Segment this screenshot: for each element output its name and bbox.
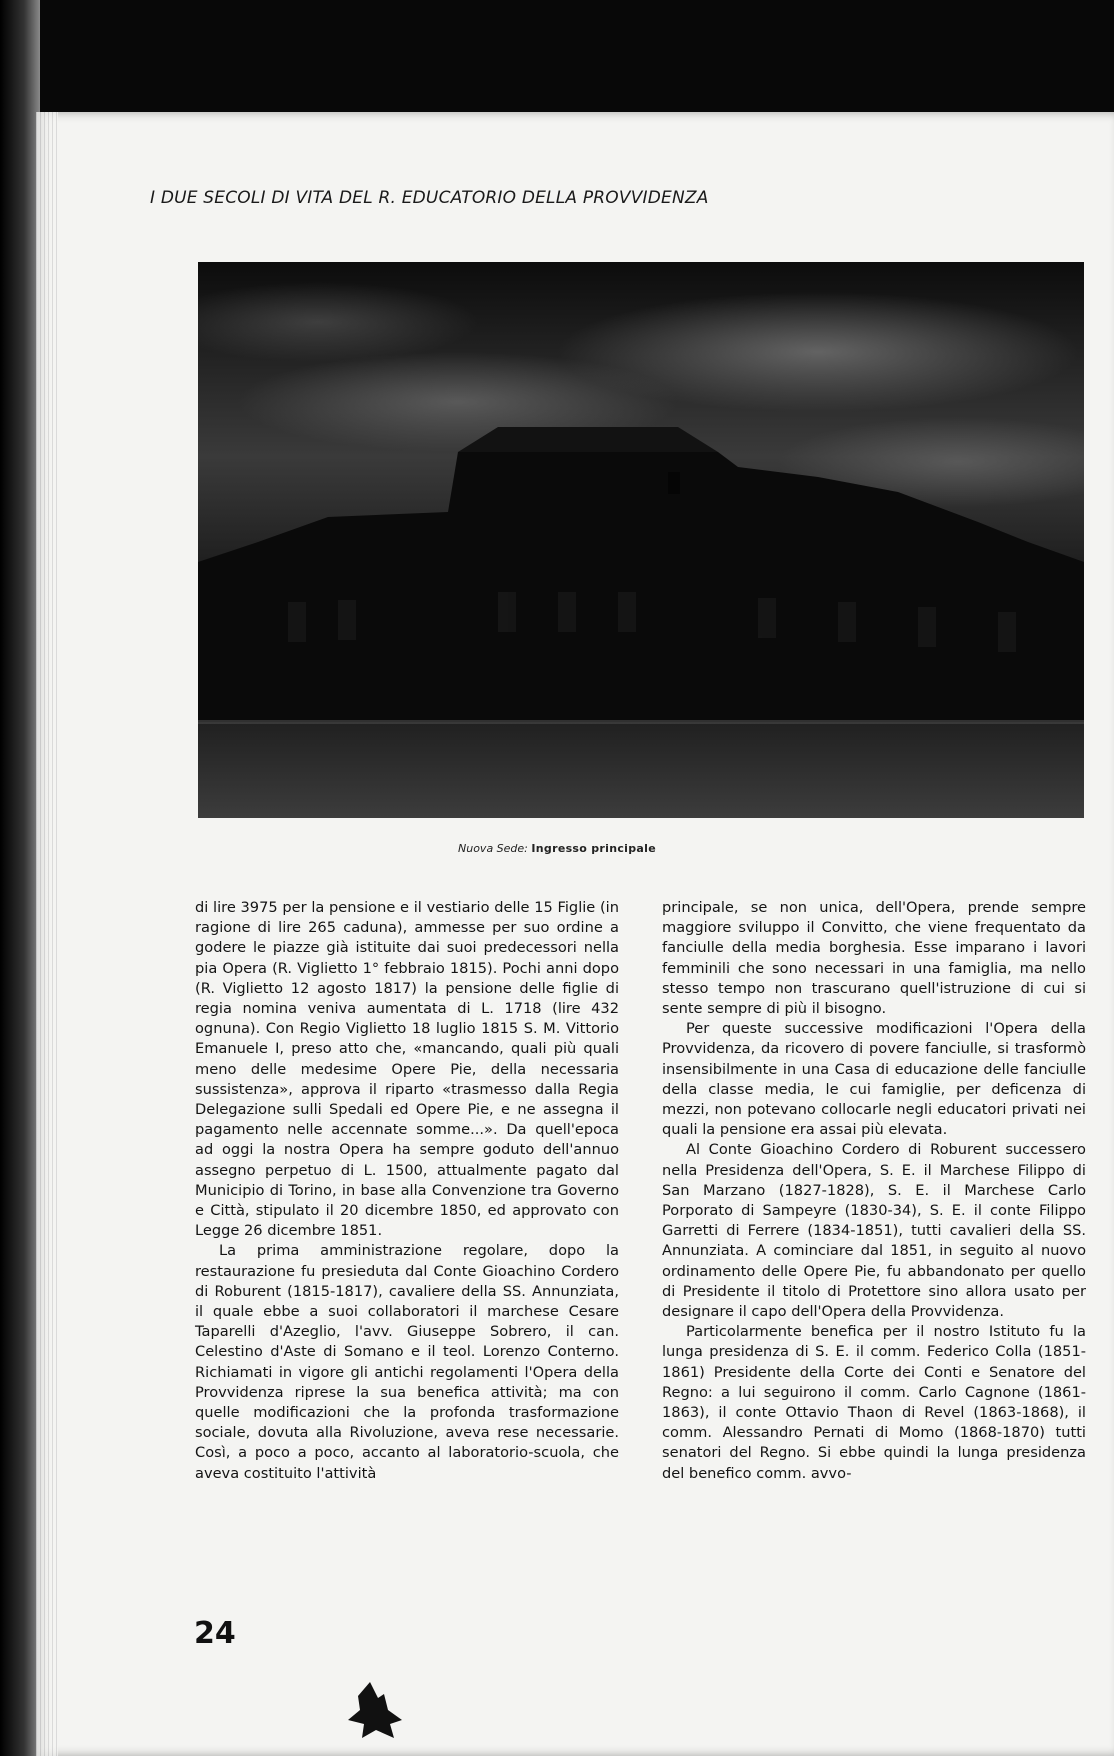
- text-column-left: [195, 898, 619, 1484]
- building-photo: [198, 262, 1084, 818]
- book-spine-edge: [0, 0, 40, 1756]
- page-stack-edges: [36, 112, 58, 1756]
- photo-caption: [0, 842, 1114, 855]
- ink-blot-mark: [340, 1680, 410, 1740]
- paragraph: Per queste successive modificazioni l'Opera della Provvidenza, da ricovero di povere fanciulle, si trasformò insensibilmente in una Casa di educazione delle fanciulle della classe media, le cui famiglie, per deficenza di mezzi, non potevano collocarle negli educatori privati nei quali la pensione era assai più elevata.: [662, 1020, 1086, 1139]
- page-number: 24: [194, 1616, 236, 1651]
- text-column-right: [662, 898, 1086, 1484]
- paragraph: Particolarmente benefica per il nostro Istituto fu la lunga presidenza di S. E. il comm. Federico Colla (1851-1861) Presidente della Corte dei Conti e Senatore del Regno: a lui seguirono il comm. Carlo Cagnone (1861-1863), il conte Ottavio Thaon di Revel (1863-1868), il comm. Alessandro Pernati di Momo (1868-1870) tutti senatori del Regno. Si ebbe quindi la lunga presidenza del benefico comm. avvo-: [662, 1323, 1086, 1482]
- scan-top-border: [0, 0, 1114, 118]
- paragraph: di lire 3975 per la pensione e il vestiario delle 15 Figlie (in ragione di lire 265 caduna), ammesse per suo ordine a godere le piazze già istituite dai suoi predecessori nella pia Opera (R. Viglietto 1° febbraio 1815). Pochi anni dopo (R. Viglietto 12 agosto 1817) la pensione delle figlie di regia nomina veniva aumentata di L. 1718 (lire 432 ognuna). Con Regio Viglietto 18 luglio 1815 S. M. Vittorio Emanuele I, preso atto che, «mancando, quali più quali meno delle medesime Opere Pie, della necessaria sussistenza», approva il riparto «trasmesso dalla Regia Delegazione sulli Spedali ed Opere Pie, e ne assegna il pagamento nelle accennate somme...». Da quell'epoca ad oggi la nostra Opera ha sempre goduto dell'annuo assegno perpetuo di L. 1500, attualmente pagato dal Municipio di Torino, in base alla Convenzione tra Governo e Città, stipulato il 20 dicembre 1850, ed approvato con Legge 26 dicembre 1851.: [195, 899, 619, 1240]
- running-head: I DUE SECOLI DI VITA DEL R. EDUCATORIO DELLA PROVVIDENZA: [150, 188, 709, 208]
- paragraph: Al Conte Gioachino Cordero di Roburent successero nella Presidenza dell'Opera, S. E. il Marchese Filippo di San Marzano (1827-1828), S. E. il Marchese Carlo Porporato di Sampeyre (1830-34), S. E. il conte Filippo Garretti di Ferrere (1834-1851), tutti cavalieri della SS. Annunziata. A cominciare dal 1851, in seguito al nuovo ordinamento delle Opere Pie, fu abbandonato per quello di Presidente il titolo di Protettore sino allora usato per designare il capo dell'Opera della Provvidenza.: [662, 1141, 1086, 1321]
- paragraph: La prima amministrazione regolare, dopo la restaurazione fu presieduta dal Conte Gioachino Cordero di Roburent (1815-1817), cavaliere della SS. Annunziata, il quale ebbe a suoi collaboratori il marchese Cesare Taparelli d'Azeglio, l'avv. Giuseppe Sobrero, il can. Celestino d'Aste di Somano e il teol. Lorenzo Conterno. Richiamati in vigore gli antichi regolamenti l'Opera della Provvidenza riprese la sua benefica attività; ma con quelle modificazioni che la profonda trasformazione sociale, dovuta alla Rivoluzione, aveva rese necessarie. Così, a poco a poco, accanto al laboratorio-scuola, che aveva costituito l'attività: [195, 1242, 619, 1482]
- caption-lead: Nuova Sede:: [458, 842, 528, 855]
- building-photo-image: [198, 262, 1084, 818]
- caption-title: Ingresso principale: [531, 842, 656, 855]
- paragraph: principale, se non unica, dell'Opera, prende sempre maggiore sviluppo il Convitto, che viene frequentato da fanciulle della media borghesia. Esse imparano i lavori femminili che sono necessari in una famiglia, ma nello stesso tempo non trascurano quell'istruzione di cui si sente sempre di più il bisogno.: [662, 899, 1086, 1018]
